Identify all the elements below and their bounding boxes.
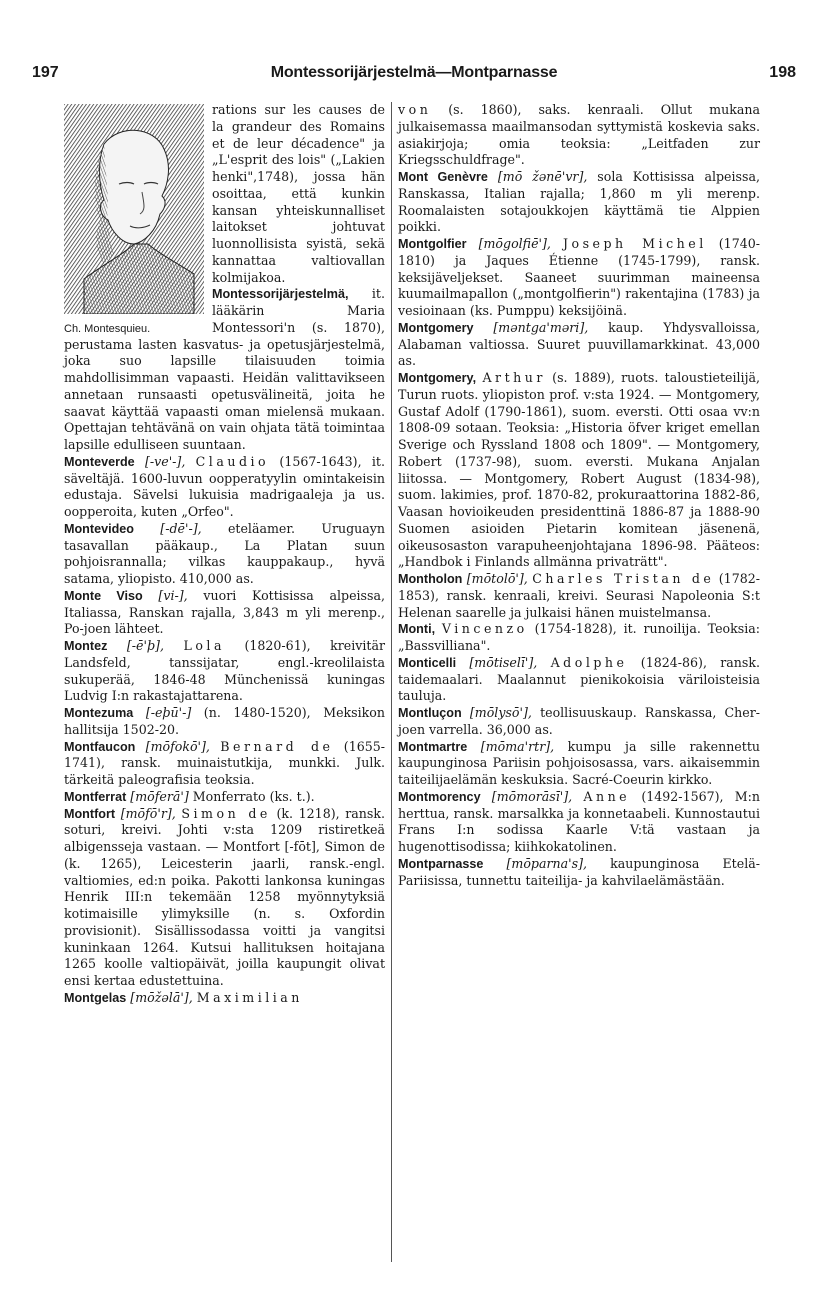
entry-text: it. lääkärin Maria Montessori'n (s. 1870), perustama lasten kasvatus- ja opetusjärjestelmä, joka suo lapsille tilaisuuden toimia mahdollisimman vapaasti. Heidän valittavikseen annetaan runsaasti opetusvälineitä, joita he saavat käyttää vapaasti oman mielensä mukaan. Opettajan tehtävänä on vain ohjata tätä toimintaa lapsille edulliseen suuntaan. [64, 286, 385, 452]
portrait-montesquieu [64, 104, 204, 336]
pronunciation: [mōžəlā'], [126, 989, 197, 1005]
dictionary-entry [398, 370, 760, 571]
pronunciation: [mō žənē'vr], [487, 169, 598, 184]
headword: Montfort [64, 806, 116, 821]
pronunciation: [mōparna's], [483, 855, 611, 871]
page-number-left: 197 [32, 64, 59, 81]
pronunciation: [-ve'-], [134, 453, 196, 469]
spaced-name: von [398, 102, 432, 117]
headword: Monte Viso [64, 588, 143, 603]
entry-text: (s. 1889), ruots. taloustieteilijä, Turun ruots. yliopiston prof. v:sta 1924. — Montgomery, Gustaf Adolf (1790-1861), suom. eversti. Otti osaa vv:n 1808-09 sotaan. Teoksia: „Historia öfver kriget emellan Sverige och Ryssland 1808 och 1809". — Montgomery, Robert (1737-98), suom. eversti. Mukana Anjalan liitossa. — Montgomery, Robert August (1834-98), suom. lakimies, prof. 1870-82, prokuraattorina 1882-86, Vaasan hovioikeuden presidenttinä 1886-87 ja 1888-90 Suomen asioiden Pietarin komitean jäsenenä, oikeusosaston varapuheenjohtajana 1896-98. Pääteos: „Handbok i Finlands allmänna privaträtt". [398, 370, 760, 570]
entry-text: (n. 1480-1520), Meksikon hallitsija 1502-20. [64, 705, 385, 737]
entry-text: (1824-86), ransk. taidemaalari. Maalannut pienikokoisia väriloisteisia tauluja. [398, 654, 760, 704]
entry-text: kumpu ja sille rakennettu kaupunginosa Pariisin pohjoisosassa, vars. aikaisemmin taiteilijaelämän keskuksia. Sacré-Coeurin kirkko. [398, 738, 760, 787]
entry-text: rations sur les causes de la grandeur des Romains et de leur décadence" ja „L'esprit des lois" („Lakien henki",1748), jossa hän osoittaa, että kunkin kansan yhteiskunnalliset laitokset johtuvat luonnollisista syistä, sekä kannattaa valtiovallan kolmijakoa. [212, 102, 385, 285]
pronunciation: [mōma'rtr], [467, 738, 568, 754]
headword: Montmartre [398, 739, 468, 754]
page-number-right: 198 [769, 64, 796, 81]
headword: Mont Genèvre [398, 170, 488, 184]
entry-text: sola Kottisissa alpeissa, Ranskassa, Italian rajalla; 1,860 m yli merenp. Roomalaisten sotajoukkojen käyttämä tie Alppien poikki. [398, 169, 760, 235]
entry-text: (k. 1218), ransk. soturi, kreivi. Johti v:sta 1209 ristiretkeä albigensseja vastaan. — Montfort [-fōt], Simon de (k. 1265), Leicesterin jaarli, ransk.-engl. valtiomies, ed:n poika. Pakotti lankonsa kuningas Henrik III:n tekemään 1258 myönnytyksiä kotimaisille ylimyksille (n. s. Oxfordin provisionit). Sisällissodassa voitti ja vangitsi kuninkaan 1264. Kutsui hallituksen hoitajana 1265 koolle valtiopäivät, joilla kaupungit olivat ensi kertaa edustettuina. [64, 805, 385, 988]
dictionary-entry [64, 806, 385, 990]
spaced-name: Simon de [181, 805, 271, 821]
spaced-name: Lola [183, 638, 225, 653]
dictionary-entry [64, 739, 385, 789]
headword: Montluçon [398, 706, 462, 720]
dictionary-entry [398, 789, 760, 856]
headword: Monticelli [398, 655, 457, 670]
spaced-name: Vincenzo [441, 621, 528, 637]
spaced-name: Charles Tristan de [532, 571, 715, 586]
entry-text: (s. 1860), saks. kenraali. Ollut mukana julkaisemassa maailmansodan syttymistä koskevia saks. asiakirjoja; omia teoksia: „Leitfaden zur Kriegsschuldfrage". [398, 102, 760, 168]
page-header [30, 64, 798, 88]
pronunciation: [mōgolfiē'], [466, 236, 563, 251]
entry-text: (1782-1853), ransk. kenraali, kreivi. Seurasi Napoleonia S:t Helenan saarelle ja julkaisi hänen muistelmansa. [398, 571, 760, 620]
headword: Montgelas [64, 990, 127, 1005]
entry-text: (1492-1567), M:n herttua, ransk. marsalkka ja konnetaabeli. Kunnostautui Frans I:n sodissa Kaarle V:tä vastaan ja hugenottisodissa; kiihkokatolinen. [398, 788, 760, 854]
dictionary-entry [398, 102, 760, 169]
pronunciation: [mōfokō'], [135, 738, 221, 754]
headword: Montfaucon [64, 739, 136, 754]
headword: Montgolfier [398, 237, 467, 251]
headword: Montmorency [398, 789, 481, 804]
dictionary-entry [64, 705, 385, 739]
entry-text: kaupunginosa Etelä-Pariisissa, tunnettu taiteilija- ja kahvilaelämästään. [398, 855, 760, 888]
left-column [64, 102, 385, 1007]
pronunciation: [mōferā'] [126, 788, 193, 804]
pronunciation: [-eþū'-] [133, 705, 204, 720]
column-divider [391, 102, 392, 1262]
entry-text: (1820-61), kreivitär Landsfeld, tanssijatar, engl.-kreolilaista sukuperää, 1846-48 Münchenissä kuningas Ludvig I:n rakastajattarena. [64, 638, 385, 704]
right-column [398, 102, 760, 889]
dictionary-entry [64, 990, 385, 1007]
pronunciation: [-ē'þ], [107, 638, 184, 653]
dictionary-entry [398, 169, 760, 236]
pronunciation: [mōfō'r], [115, 805, 182, 821]
entry-text: vuori Kottisissa alpeissa, Italiassa, Ranskan rajalla, 3,843 m yli merenp., Po-joen lähteet. [64, 587, 385, 637]
entry-text: (1567-1643), it. säveltäjä. 1600-luvun oopperatyylin omintakeisin edustaja. Sävelsi lukuisia madrigaaleja ja us. oopperoita, kuten „Orfeo". [64, 453, 385, 519]
portrait-engraving [64, 104, 204, 314]
pronunciation: [mōtiselī'], [456, 654, 551, 670]
dictionary-entry [398, 621, 760, 655]
portrait-caption: Ch. Montesquieu. [64, 323, 151, 336]
dictionary-entry [64, 789, 385, 806]
dictionary-entry [398, 571, 760, 621]
headword: Monteverde [64, 454, 135, 469]
pronunciation: [mōmorāsī'], [480, 788, 584, 804]
entry-text: teollisuuskaup. Ranskassa, Cher-joen varrella. 36,000 as. [398, 705, 760, 737]
spaced-name: Arthur [482, 370, 546, 385]
headword: Montevideo [64, 521, 134, 536]
dictionary-entry [398, 705, 760, 739]
dictionary-entry [398, 856, 760, 890]
spaced-name: Claudio [195, 453, 270, 469]
pronunciation: [məntga'məri], [473, 319, 609, 335]
headword: Montholon [398, 572, 463, 586]
pronunciation: [mōtolō'], [462, 571, 533, 586]
running-title: Montessorijärjestelmä—Montparnasse [270, 64, 558, 81]
pronunciation: [vi-], [142, 587, 204, 603]
headword: Montessorijärjestelmä, [212, 287, 349, 302]
pronunciation: [-dē'-], [133, 520, 228, 536]
headword: Montezuma [64, 706, 134, 720]
headword: Montferrat [64, 789, 127, 804]
entry-text: (1754-1828), it. runoilija. Teoksia: „Bassvilliana". [398, 621, 760, 653]
entry-text: kaup. Yhdysvalloissa, Alabaman valtiossa. Suuret puuvillamarkkinat. 43,000 as. [398, 319, 760, 369]
headword: Monti, [398, 622, 436, 637]
dictionary-entry [398, 320, 760, 370]
pronunciation: [mōlysō'], [461, 705, 541, 720]
dictionary-entry [398, 739, 760, 789]
headword: Montparnasse [398, 856, 484, 871]
dictionary-entry [64, 588, 385, 638]
spaced-name: Joseph Michel [562, 236, 707, 251]
spaced-name: Anne [583, 788, 631, 804]
dictionary-entry [64, 521, 385, 588]
spaced-name: Bernard de [220, 738, 334, 754]
headword: Montgomery [398, 320, 474, 335]
headword: Montgomery, [398, 371, 477, 385]
entry-text: eteläamer. Uruguayn tasavallan pääkaup., La Platan suun pohjoisrannalla; vilkas kauppakaup., hyvä satama, yliopisto. 410,000 as. [64, 520, 386, 586]
headword: Montez [64, 639, 108, 653]
spaced-name: Adolphe [550, 654, 628, 670]
pronunciation [435, 621, 442, 636]
dictionary-entry [398, 236, 760, 320]
entry-text: (1740-1810) ja Jaques Étienne (1745-1799), ransk. keksijäveljekset. Saaneet suurimman maineensa kuumailmapallon („montgolfierin") rakentajina (1783) ja vesioinaan (ks. Pumppu) keksijöinä. [398, 236, 760, 318]
spaced-name: Maximilian [196, 989, 303, 1005]
dictionary-entry [64, 638, 385, 705]
dictionary-entry [64, 454, 385, 521]
dictionary-entry [398, 655, 760, 705]
entry-text: Monferrato (ks. t.). [192, 788, 315, 804]
entry-text: (1655-1741), ransk. muinaistutkija, munkki. Julk. tärkeitä paleografisia teoksia. [64, 738, 385, 787]
